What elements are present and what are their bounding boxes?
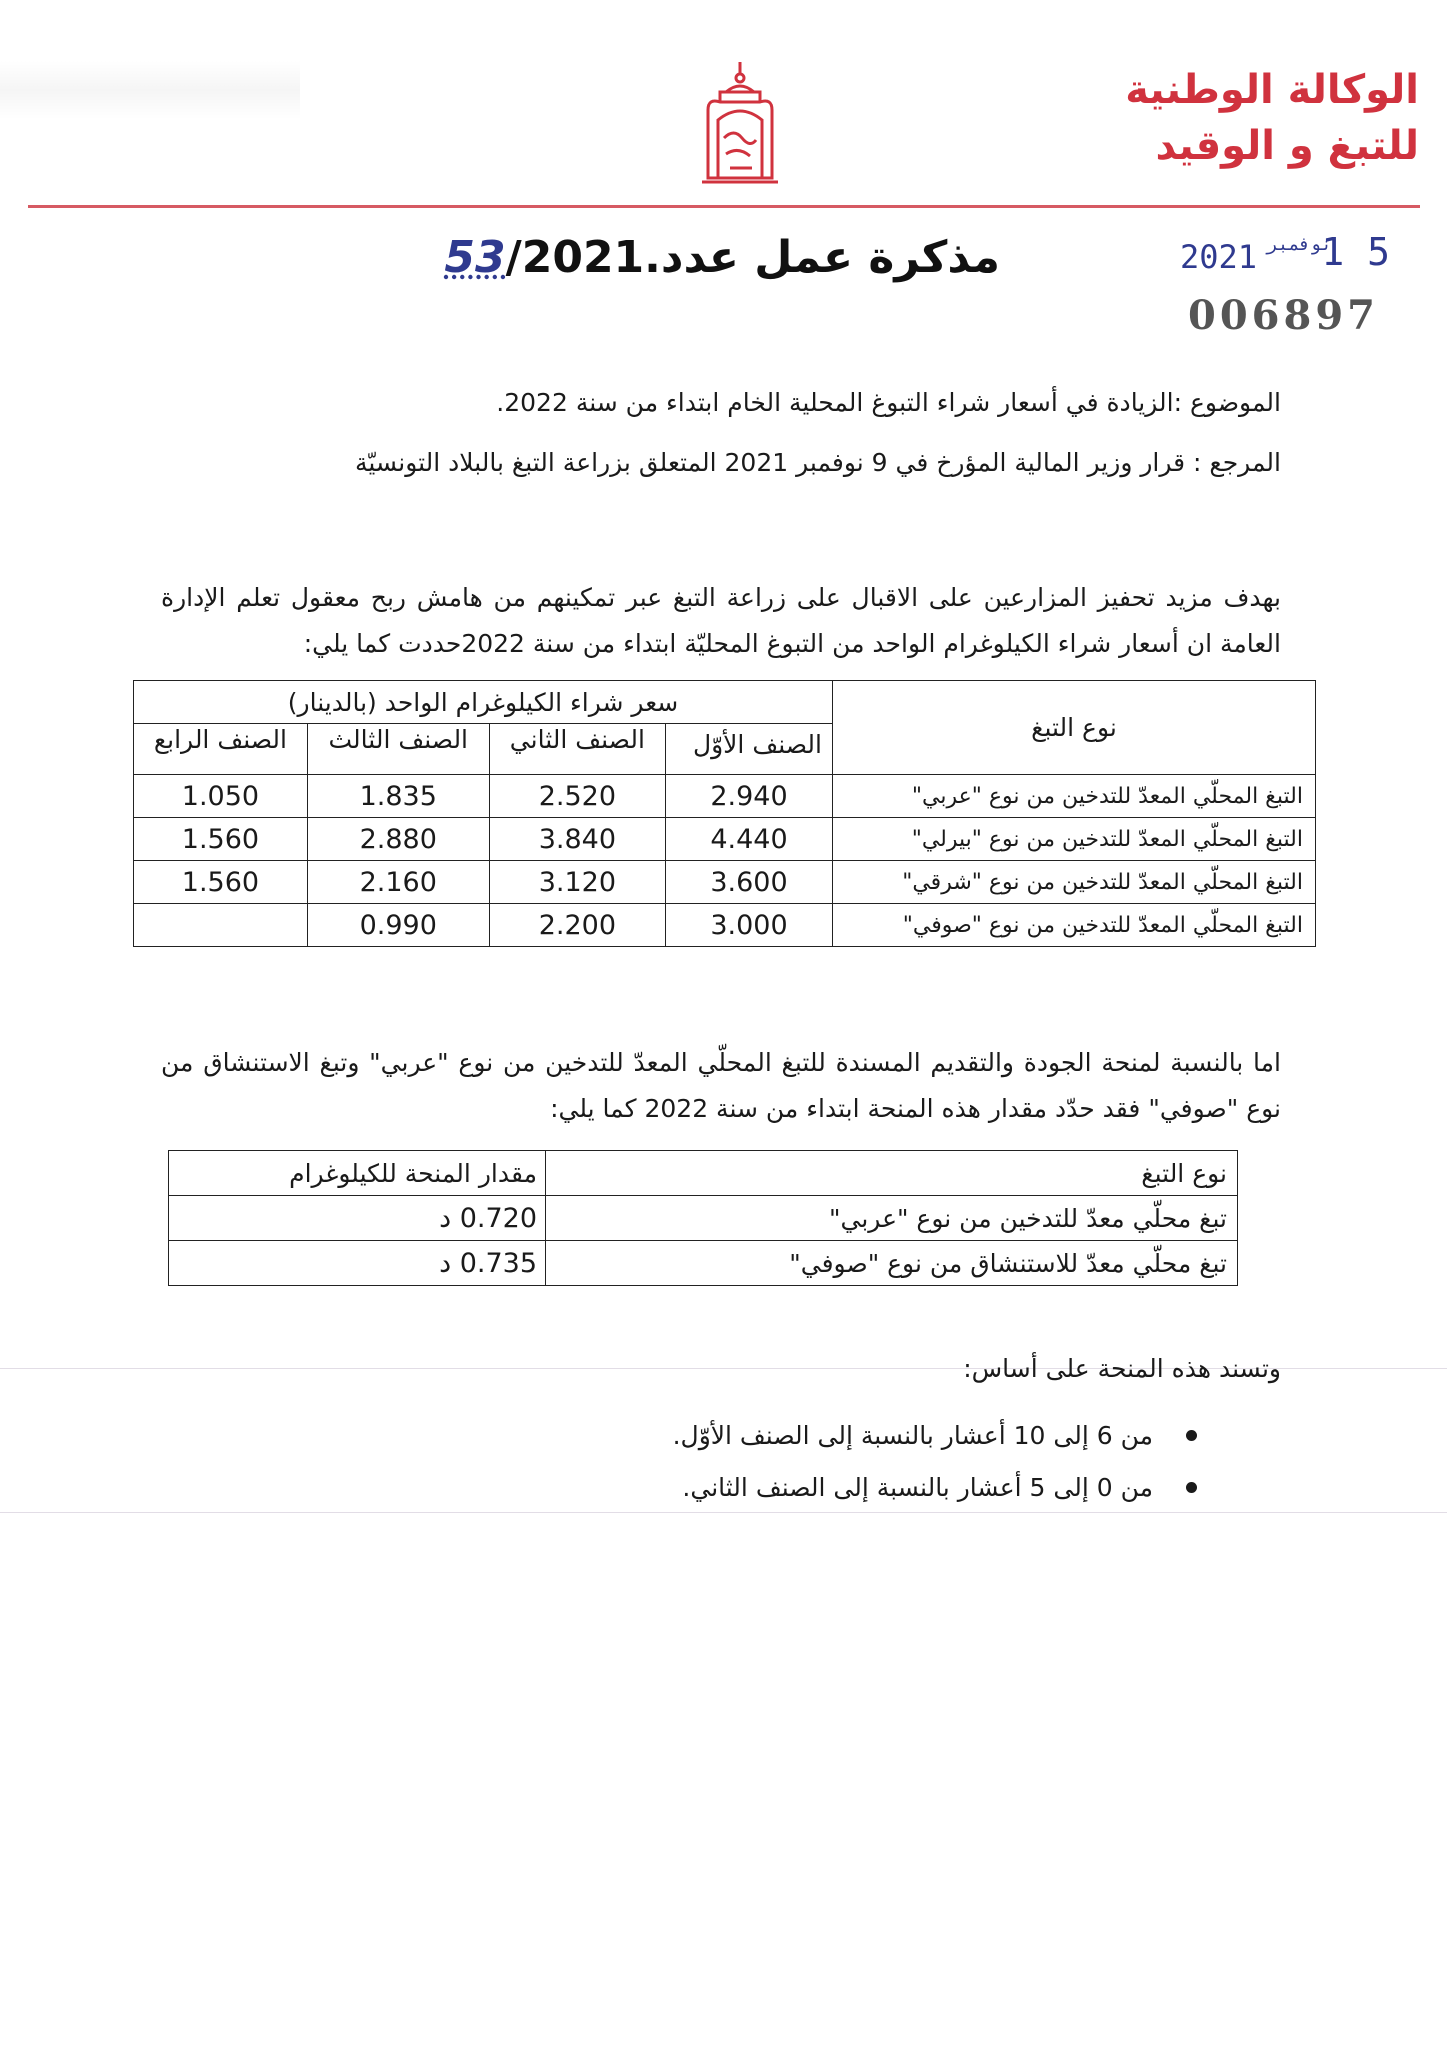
basis-list bbox=[673, 1410, 1197, 1514]
stamp-month: نوفمبر bbox=[1266, 234, 1332, 255]
grade-4-header: الصنف الرابع bbox=[134, 724, 308, 775]
table-row bbox=[169, 1241, 1238, 1286]
memo-number: 53 bbox=[444, 232, 506, 283]
tobacco-type: التبغ المحلّي المعدّ للتدخين من نوع "صوفي" bbox=[833, 904, 1316, 947]
memo-title-prefix: مذكرة عمل عدد. bbox=[644, 232, 1000, 283]
table-row bbox=[134, 818, 1316, 861]
subject-line: الموضوع :الزيادة في أسعار شراء التبوغ المحلية الخام ابتداء من سنة 2022. bbox=[496, 388, 1281, 417]
bullet-icon bbox=[1186, 1430, 1197, 1441]
grade-2-price: 2.200 bbox=[489, 904, 665, 947]
grade-3-price: 0.990 bbox=[307, 904, 489, 947]
bonus-tobacco-type: تبغ محلّي معدّ للاستنشاق من نوع "صوفي" bbox=[546, 1241, 1238, 1286]
organization-name bbox=[1125, 62, 1419, 174]
grade-4-price bbox=[134, 904, 308, 947]
bonus-tobacco-type: تبغ محلّي معدّ للتدخين من نوع "عربي" bbox=[546, 1196, 1238, 1241]
bonus-paragraph: اما بالنسبة لمنحة الجودة والتقديم المسندة للتبغ المحلّي المعدّ للتدخين من نوع "عربي" وتبغ الاستنشاق من نوع "صوفي" فقد حدّد مقدار هذه المنحة ابتداء من سنة 2022 كما يلي: bbox=[161, 1048, 1281, 1123]
tobacco-type: التبغ المحلّي المعدّ للتدخين من نوع "شرقي" bbox=[833, 861, 1316, 904]
table-row bbox=[134, 861, 1316, 904]
grade-3-header: الصنف الثالث bbox=[307, 724, 489, 775]
grade-3-price: 2.160 bbox=[307, 861, 489, 904]
price-table-type-header: نوع التبغ bbox=[833, 681, 1316, 775]
grade-1-price: 3.600 bbox=[666, 861, 833, 904]
grade-4-price: 1.560 bbox=[134, 861, 308, 904]
list-item-text: من 6 إلى 10 أعشار بالنسبة إلى الصنف الأوّل. bbox=[672, 1421, 1153, 1450]
bonus-amount: 0.735 د bbox=[169, 1241, 546, 1286]
price-table-price-header: سعر شراء الكيلوغرام الواحد (بالدينار) bbox=[134, 681, 833, 724]
grade-1-price: 4.440 bbox=[666, 818, 833, 861]
bonus-table bbox=[168, 1150, 1238, 1286]
grade-1-header: الصنف الأوّل bbox=[666, 724, 833, 775]
org-line-1: الوكالة الوطنية bbox=[1125, 67, 1419, 113]
memo-title bbox=[444, 232, 1000, 283]
list-item bbox=[673, 1410, 1197, 1462]
stamp-day: 1 5 bbox=[1321, 230, 1390, 274]
memo-year: /2021 bbox=[505, 232, 645, 283]
grade-1-price: 3.000 bbox=[666, 904, 833, 947]
date-stamp bbox=[1180, 230, 1390, 280]
grade-2-price: 2.520 bbox=[489, 775, 665, 818]
list-item-text: من 0 إلى 5 أعشار بالنسبة إلى الصنف الثاني. bbox=[682, 1473, 1153, 1502]
grade-2-header: الصنف الثاني bbox=[489, 724, 665, 775]
intro-paragraph: بهدف مزيد تحفيز المزارعين على الاقبال على زراعة التبغ عبر تمكينهم من هامش ربح معقول تعلم الإدارة العامة ان أسعار شراء الكيلوغرام الواحد من التبوغ المحليّة ابتداء من سنة 2022حددت كما يلي: bbox=[161, 583, 1281, 658]
grade-4-price: 1.560 bbox=[134, 818, 308, 861]
bullet-icon bbox=[1186, 1482, 1197, 1493]
grade-3-price: 2.880 bbox=[307, 818, 489, 861]
basis-line: وتسند هذه المنحة على أساس: bbox=[963, 1354, 1281, 1383]
bonus-table-amount-header: مقدار المنحة للكيلوغرام bbox=[169, 1151, 546, 1196]
header-divider bbox=[28, 205, 1420, 208]
reference-line: المرجع : قرار وزير المالية المؤرخ في 9 نوفمبر 2021 المتعلق بزراعة التبغ بالبلاد التونسيّة bbox=[354, 448, 1281, 477]
org-line-2: للتبغ و الوقيد bbox=[1155, 123, 1419, 169]
table-row bbox=[169, 1196, 1238, 1241]
price-table bbox=[133, 680, 1316, 947]
grade-1-price: 2.940 bbox=[666, 775, 833, 818]
tunisian-arch-emblem-icon bbox=[690, 58, 790, 188]
table-row bbox=[134, 775, 1316, 818]
tobacco-type: التبغ المحلّي المعدّ للتدخين من نوع "بيرلي" bbox=[833, 818, 1316, 861]
bonus-table-type-header: نوع التبغ bbox=[546, 1151, 1238, 1196]
tobacco-type: التبغ المحلّي المعدّ للتدخين من نوع "عربي" bbox=[833, 775, 1316, 818]
registry-number: 006897 bbox=[1188, 292, 1379, 339]
grade-2-price: 3.120 bbox=[489, 861, 665, 904]
grade-2-price: 3.840 bbox=[489, 818, 665, 861]
table-row bbox=[134, 904, 1316, 947]
list-item bbox=[673, 1462, 1197, 1514]
grade-4-price: 1.050 bbox=[134, 775, 308, 818]
stamp-year: 2021 bbox=[1180, 238, 1258, 276]
scan-smudge bbox=[0, 60, 300, 120]
bonus-amount: 0.720 د bbox=[169, 1196, 546, 1241]
grade-3-price: 1.835 bbox=[307, 775, 489, 818]
